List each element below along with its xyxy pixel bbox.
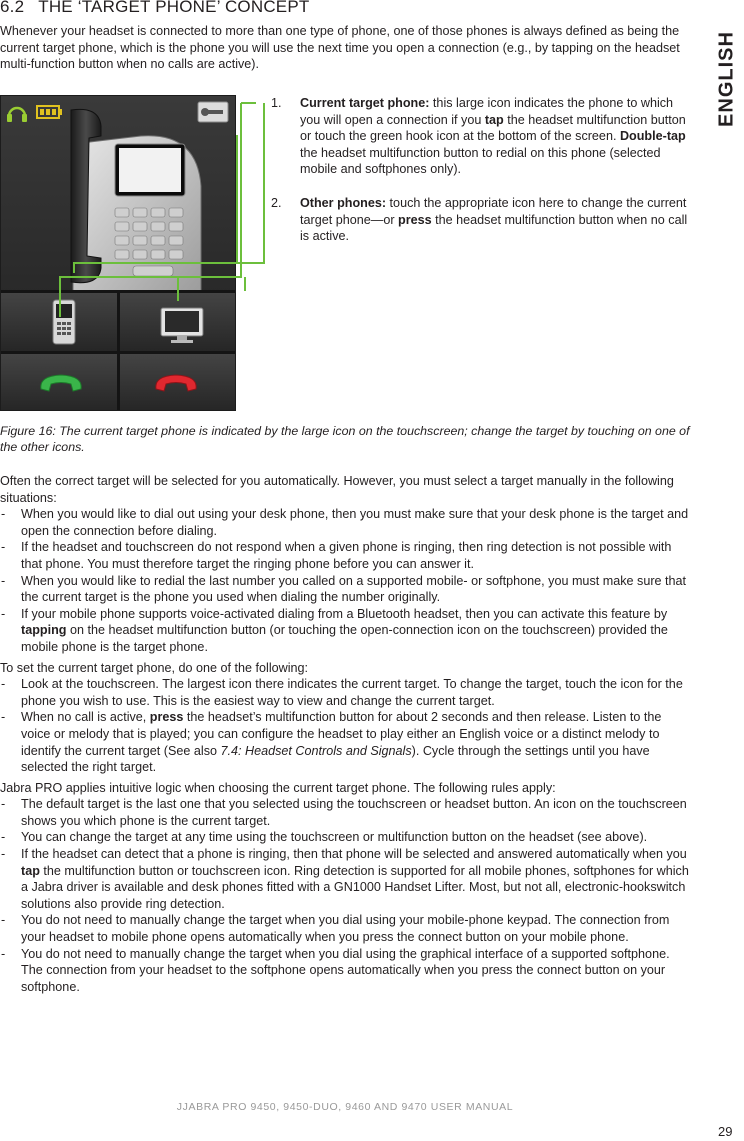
list-item-emphasis: tap xyxy=(21,863,40,878)
list-item-text: Look at the touchscreen. The largest icon there indicates the current target. To change the target, touch the icon for the phone you wish to use. This is the easiest way to view and change the current target. xyxy=(21,677,683,708)
paragraph-set-target: To set the current target phone, do one of the following: xyxy=(0,660,309,675)
list-item-text: on the headset multifunction button (or touching the open-connection icon on the touchscreen) provided the mobile phone is the target phone. xyxy=(21,623,668,654)
callout-emphasis: Double-tap xyxy=(619,129,686,144)
intro-paragraph: Whenever your headset is connected to more than one type of phone, one of those phones is always defined as being the current target phone, which is the phone you will use the next time you open a connection (e.g., by tapping on the headset multi-function button when no calls are active). xyxy=(0,24,680,72)
callout-text-part: the headset multifunction button to redial on this phone (selected mobile and softphones only). xyxy=(300,145,661,177)
callout-text xyxy=(300,95,688,178)
list-item: - When no call is active, press the headset’s multifunction button for about 2 seconds and then release. Listen to the voice or melody that is played; you can configure the headset to play either an English voice or a distinct melody to identify the current target (See also 7.4: Headset Controls and Signals). Cycle through the settings until you have selected the right target. xyxy=(1,710,662,775)
paragraph-automatic-target: Often the correct target will be selected for you automatically. However, you must select a target manually in the following situations: xyxy=(0,474,674,505)
target-logic-list xyxy=(0,796,690,995)
list-item: - The default target is the last one that you selected using the touchscreen or headset button. An icon on the touchscreen shows you which phone is the current target. xyxy=(1,797,687,828)
list-item: - You do not need to manually change the target when you dial using the graphical interface of a supported softphone. The connection from your headset to the softphone opens automatically when you press the connect button on your softphone. xyxy=(1,946,670,994)
section-title: THE ‘TARGET PHONE’ CONCEPT xyxy=(38,0,310,16)
list-item: - If the headset can detect that a phone is ringing, then that phone will be selected and answered automatically when you tap the multifunction button or touchscreen icon. Ring detection is supported for all mobile phones, softphones for which a Jabra driver is available and desk phones fitted with a GN1000 Handset Lifter. Most, but not all, electronic-hookswitch solutions also provide ring detection. xyxy=(1,847,689,911)
list-item: - If your mobile phone supports voice-activated dialing from a Bluetooth headset, then you can activate this feature by tapping on the headset multifunction button (or touching the open-connection icon on the touchscreen) provided the mobile phone is the target phone. xyxy=(1,606,668,654)
manual-target-list xyxy=(0,506,690,655)
list-item: - When you would like to dial out using your desk phone, then you must make sure that your desk phone is the target and open the connection before dialing. xyxy=(1,507,689,538)
section-heading xyxy=(0,0,309,17)
list-item-text: The default target is the last one that you selected using the touchscreen or headset button. An icon on the touchscreen shows you which phone is the current target. xyxy=(21,797,687,828)
cross-reference-link[interactable]: 7.4: Headset Controls and Signals xyxy=(220,743,412,758)
language-side-tab xyxy=(710,31,744,127)
list-item-text: If your mobile phone supports voice-activated dialing from a Bluetooth headset, then you can activate this feature by xyxy=(21,606,668,621)
callout-text-part: the headset multifunction button when no call is active. xyxy=(300,212,688,244)
list-item-text: When you would like to redial the last number you called on a supported mobile- or softphone, you must make sure that the current target is the phone you used when dialing the number originally. xyxy=(21,573,687,605)
callout-text-part: this large icon indicates the phone to which you will open a connection if you xyxy=(300,96,674,127)
list-item-text: If the headset can detect that a phone is ringing, then that phone will be selected and answered automatically when you xyxy=(21,847,687,862)
callout-term: Other phones: xyxy=(300,196,387,210)
list-item-text: If the headset and touchscreen do not respond when a given phone is ringing, then ring detection is not possible with that phone. You must therefore target the ringing phone before you can answer it. xyxy=(21,540,672,571)
callout-term: Current target phone: xyxy=(300,96,430,110)
list-item-text: ). Cycle through the settings until you have selected the right target. xyxy=(21,743,650,775)
list-item: - You can change the target at any time using the touchscreen or multifunction button on the headset (see above). xyxy=(1,830,648,845)
list-item: - When you would like to redial the last number you called on a supported mobile- or softphone, you must make sure that the current target is the phone you used when dialing the number originally. xyxy=(1,573,687,605)
callout-number: 1. xyxy=(271,96,282,110)
callout-text-part: touch the appropriate icon here to change the current target phone—or xyxy=(300,196,687,227)
callout-text xyxy=(300,195,688,245)
figure-caption: Figure 16: The current target phone is indicated by the large icon on the touchscreen; change the target by touching on one of the other icons. xyxy=(0,424,690,455)
list-item: - You do not need to manually change the target when you dial using your mobile-phone keypad. The connection from your headset to mobile phone opens automatically when you press the connect button on your mobile phone. xyxy=(1,913,670,945)
set-target-list xyxy=(0,676,690,776)
list-item: - Look at the touchscreen. The largest icon there indicates the current target. To change the target, touch the icon for the phone you wish to use. This is the easiest way to view and change the current target. xyxy=(1,677,683,708)
list-item-text: You do not need to manually change the target when you dial using your mobile-phone keypad. The connection from your headset to mobile phone opens automatically when you press the connect button on your mobile phone. xyxy=(21,913,670,945)
list-item: - If the headset and touchscreen do not respond when a given phone is ringing, then ring detection is not possible with that phone. You must therefore target the ringing phone before you can answer it. xyxy=(1,540,672,571)
list-item-emphasis: press xyxy=(149,710,184,725)
list-item-text: You can change the target at any time using the touchscreen or multifunction button on the headset (see above). xyxy=(21,830,648,845)
list-item-text: the multifunction button or touchscreen icon. Ring detection is supported for all mobile phones, softphones for which a Jabra driver is available and desk phones fitted with a GN1000 Handset Lifter. Most, but not all, electronic-hookswitch solutions also provide ring detection. xyxy=(21,863,689,911)
callout-number: 2. xyxy=(271,196,282,210)
page-number: 29 xyxy=(718,1124,733,1139)
list-item-text: When you would like to dial out using your desk phone, then you must make sure that your desk phone is the target and open the connection before dialing. xyxy=(21,507,689,538)
list-item-text: You do not need to manually change the target when you dial using the graphical interface of a supported softphone. The connection from your headset to the softphone opens automatically when you press the connect button on your softphone. xyxy=(21,946,670,994)
callout-connector-lines xyxy=(0,95,280,415)
callout-emphasis: press xyxy=(398,212,432,227)
list-item-emphasis: tapping xyxy=(21,623,67,638)
callout-emphasis: tap xyxy=(484,112,504,127)
page-footer: JJABRA PRO 9450, 9450-DUO, 9460 AND 9470 USER MANUAL xyxy=(176,1101,514,1113)
section-number: 6.2 xyxy=(0,0,25,16)
language-label: ENGLISH xyxy=(715,31,738,127)
paragraph-target-logic: Jabra PRO applies intuitive logic when choosing the current target phone. The following rules apply: xyxy=(0,780,556,795)
list-item-text: the headset’s multifunction button for about 2 seconds and then release. Listen to the voice or melody that is played; you can configure the headset to play either an English voice or a distinct melody to identify the current target (See also xyxy=(21,710,662,758)
callout-text-part: the headset multifunction button or touch the green hook icon at the bottom of the screen. xyxy=(300,112,686,144)
main-text xyxy=(0,473,690,995)
list-item-text: When no call is active, xyxy=(21,710,150,725)
